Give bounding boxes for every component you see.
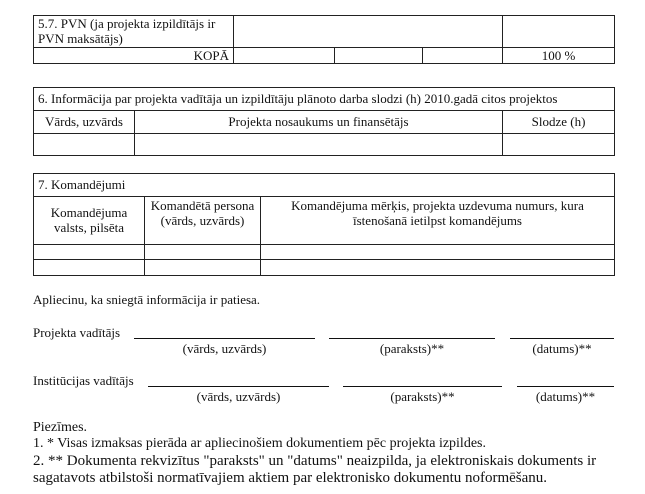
business-trips-table <box>33 173 615 276</box>
budget-table <box>33 15 615 64</box>
certification-statement: Apliecinu, ka sniegtā informācija ir patiesa. <box>33 292 261 307</box>
project-manager-date-field[interactable] <box>510 338 614 339</box>
project-manager-signature-field[interactable] <box>329 338 495 339</box>
institution-head-name-field[interactable] <box>148 386 329 387</box>
trips-header-row <box>34 197 615 245</box>
pvn-percent-cell[interactable] <box>503 16 615 48</box>
total-cell-3[interactable] <box>423 48 503 64</box>
col-header-person: Komandētā persona (vārds, uzvārds) <box>145 197 261 245</box>
workload-header-row <box>34 111 615 134</box>
signature-caption: (paraksts)** <box>379 341 445 356</box>
date-caption: (datums)** <box>532 341 592 356</box>
col-header-location: Komandējuma valsts, pilsēta <box>34 197 145 245</box>
trips-title-row <box>34 174 615 197</box>
total-cell-2[interactable] <box>335 48 423 64</box>
total-cell-1[interactable] <box>234 48 335 64</box>
col-header-project: Projekta nosaukums un finansētājs <box>135 111 503 134</box>
name-caption: (vārds, uzvārds) <box>196 389 281 404</box>
name-cell[interactable] <box>34 134 135 156</box>
total-percent: 100 % <box>503 48 615 64</box>
note-item: 1. * Visas izmaksas pierāda ar apliecinošiem dokumentiem pēc projekta izpildes. <box>33 436 486 451</box>
project-manager-label: Projekta vadītājs <box>33 325 121 340</box>
location-cell[interactable] <box>34 245 145 260</box>
note-item: 2. ** Dokumenta rekvizītus "paraksts" un "datums" neaizpilda, ja elektroniskais dokuments ir <box>33 453 597 469</box>
notes-heading: Piezīmes. <box>33 420 88 435</box>
person-cell[interactable] <box>145 245 261 260</box>
name-caption: (vārds, uzvārds) <box>182 341 267 356</box>
institution-head-signature-field[interactable] <box>343 386 502 387</box>
workload-table <box>33 87 615 156</box>
pvn-label: 5.7. PVN (ja projekta izpildītājs ir PVN maksātājs) <box>34 16 234 48</box>
table-row <box>34 245 615 260</box>
col-header-load: Slodze (h) <box>503 111 615 134</box>
location-cell[interactable] <box>34 260 145 276</box>
institution-head-date-field[interactable] <box>517 386 614 387</box>
signature-caption: (paraksts)** <box>390 389 455 404</box>
person-cell[interactable] <box>145 260 261 276</box>
purpose-cell[interactable] <box>261 260 615 276</box>
date-caption: (datums)** <box>535 389 596 404</box>
total-label: KOPĀ <box>34 48 234 64</box>
load-cell[interactable] <box>503 134 615 156</box>
table-row-total <box>34 48 615 64</box>
project-cell[interactable] <box>135 134 503 156</box>
note-item: sagatavots atbilstoši normatīvajiem aktiem par elektronisko dokumentu noformēšanu. <box>33 470 548 486</box>
col-header-name: Vārds, uzvārds <box>34 111 135 134</box>
purpose-cell[interactable] <box>261 245 615 260</box>
pvn-value-cell[interactable] <box>234 16 503 48</box>
table-row-pvn <box>34 16 615 48</box>
institution-head-label: Institūcijas vadītājs <box>33 373 134 388</box>
workload-title: 6. Informācija par projekta vadītāja un izpildītāju plānoto darba slodzi (h) 2010.gadā citos projektos <box>34 88 615 111</box>
table-row <box>34 260 615 276</box>
workload-title-row <box>34 88 615 111</box>
col-header-purpose: Komandējuma mērķis, projekta uzdevuma numurs, kura īstenošanā ietilpst komandējums <box>261 197 615 245</box>
trips-title: 7. Komandējumi <box>34 174 615 197</box>
table-row <box>34 134 615 156</box>
project-manager-name-field[interactable] <box>134 338 315 339</box>
